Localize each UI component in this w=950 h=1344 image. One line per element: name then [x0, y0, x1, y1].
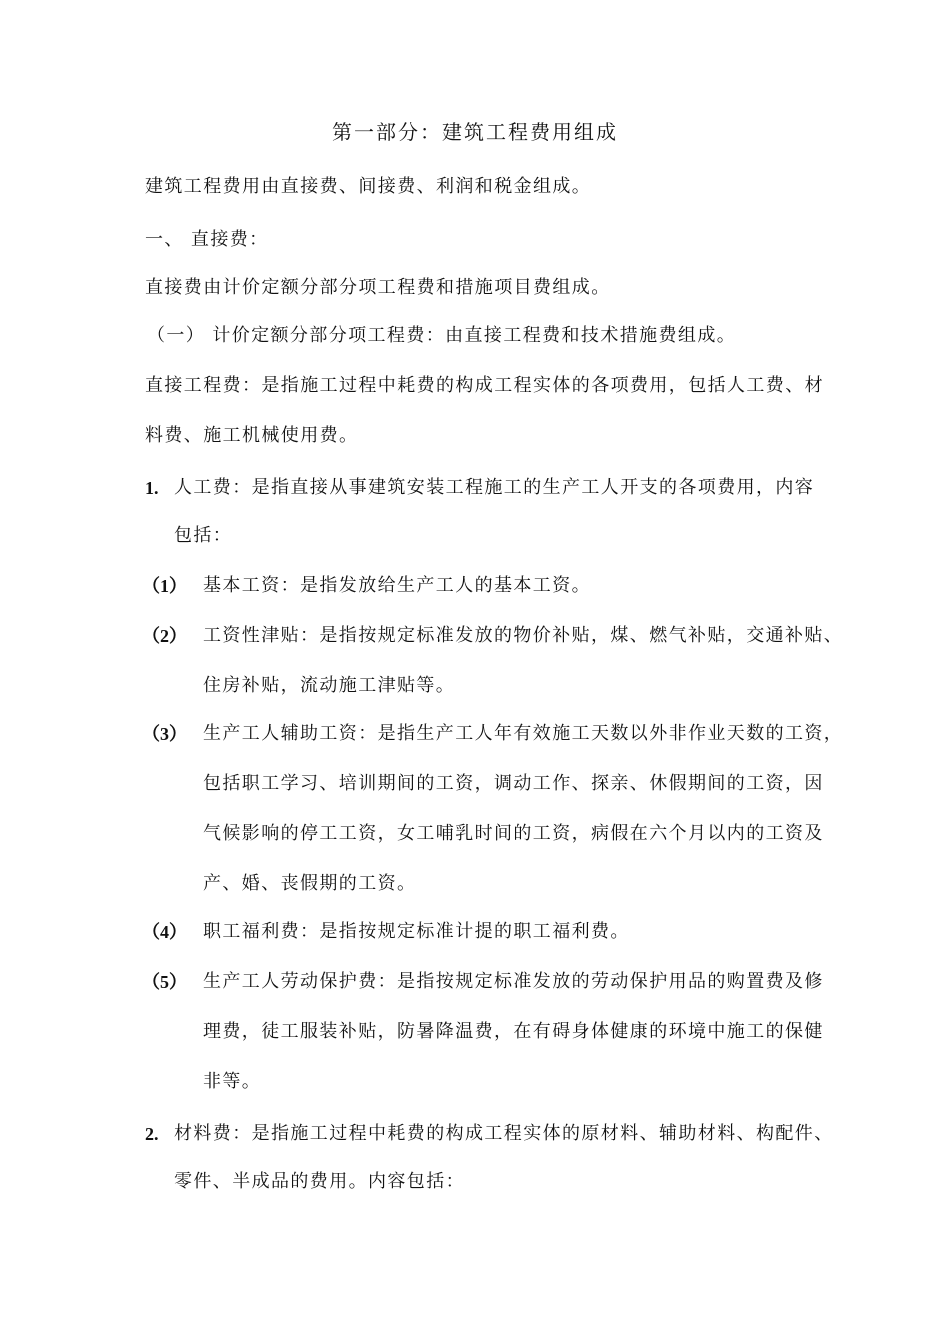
sub-item-3-line-4: 产、婚、丧假期的工资。 — [203, 873, 417, 894]
section-one-heading: 一、 直接费： — [145, 229, 269, 250]
item-1-number: 1. — [145, 478, 159, 498]
sub-item-5-line-3: 非等。 — [203, 1071, 262, 1092]
sub-item-3-line-2: 包括职工学习、培训期间的工资，调动工作、探亲、休假期间的工资，因 — [203, 773, 824, 794]
direct-cost-definition-line-2: 料费、施工机械使用费。 — [145, 425, 359, 446]
item-2-line-1: 材料费：是指施工过程中耗费的构成工程实体的原材料、辅助材料、构配件、 — [174, 1123, 834, 1144]
item-1-line-1: 人工费：是指直接从事建筑安装工程施工的生产工人开支的各项费用，内容 — [174, 477, 815, 498]
sub-item-2-line-2: 住房补贴，流动施工津贴等。 — [203, 675, 456, 696]
sub-item-1-number: （1） — [142, 576, 187, 596]
item-2-line-2: 零件、半成品的费用。内容包括： — [174, 1171, 465, 1192]
sub-item-5-number: （5） — [142, 972, 187, 992]
item-1-line-2: 包括： — [174, 525, 233, 546]
item-2-number: 2. — [145, 1124, 159, 1144]
sub-item-2-number: （2） — [142, 626, 187, 646]
sub-item-4-number: （4） — [142, 922, 187, 942]
sub-item-4-line-1: 职工福利费：是指按规定标准计提的职工福利费。 — [203, 921, 630, 942]
sub-item-5-line-2: 理费，徒工服装补贴，防暑降温费，在有碍身体健康的环境中施工的保健 — [203, 1021, 824, 1042]
sub-item-5-line-1: 生产工人劳动保护费：是指按规定标准发放的劳动保护用品的购置费及修 — [203, 971, 824, 992]
sub-item-3-number: （3） — [142, 724, 187, 744]
page-title: 第一部分：建筑工程费用组成 — [332, 120, 618, 144]
intro-paragraph: 建筑工程费用由直接费、间接费、利润和税金组成。 — [145, 176, 592, 197]
section-one-intro: 直接费由计价定额分部分项工程费和措施项目费组成。 — [145, 277, 611, 298]
sub-item-3-line-1: 生产工人辅助工资：是指生产工人年有效施工天数以外非作业天数的工资， — [203, 723, 844, 744]
subsection-one-heading: （一） 计价定额分部分项工程费：由直接工程费和技术措施费组成。 — [147, 325, 737, 346]
direct-cost-definition-line-1: 直接工程费：是指施工过程中耗费的构成工程实体的各项费用，包括人工费、材 — [145, 375, 824, 396]
sub-item-1-line-1: 基本工资：是指发放给生产工人的基本工资。 — [203, 575, 591, 596]
sub-item-3-line-3: 气候影响的停工工资，女工哺乳时间的工资，病假在六个月以内的工资及 — [203, 823, 824, 844]
sub-item-2-line-1: 工资性津贴：是指按规定标准发放的物价补贴，煤、燃气补贴，交通补贴、 — [203, 625, 844, 646]
